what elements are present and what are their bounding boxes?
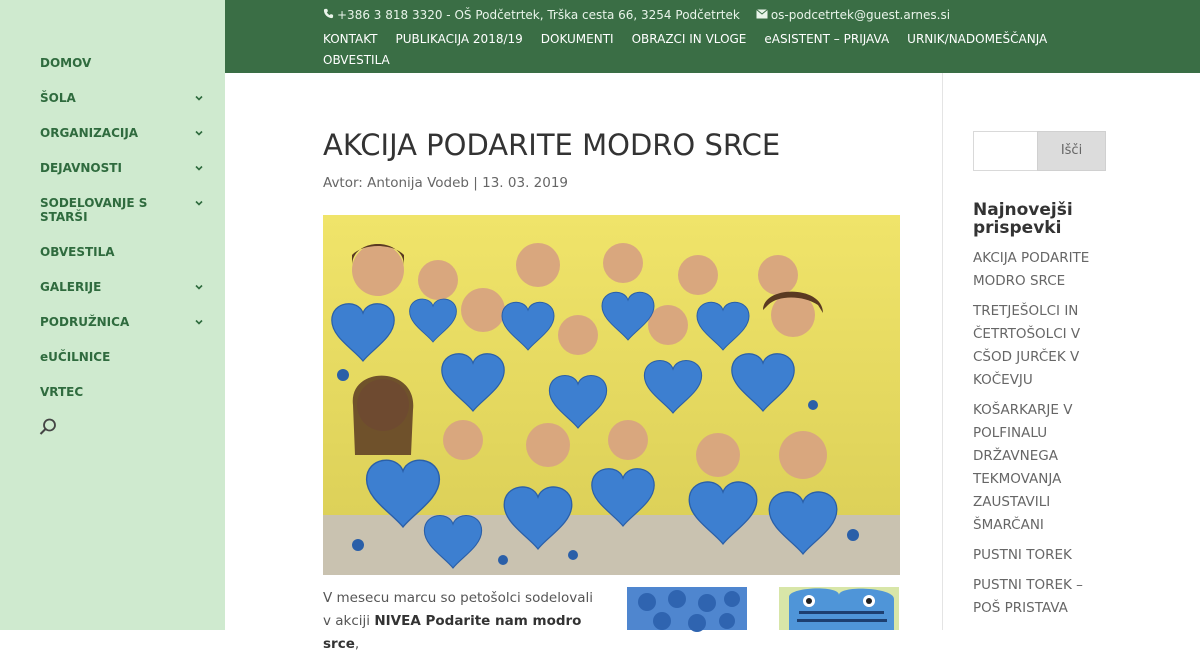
menu-item-podruznica[interactable]: [40, 313, 205, 331]
post-meta: Avtor: Antonija Vodeb | 13. 03. 2019: [323, 175, 569, 191]
contact-phone-text: +386 3 818 3320 - OŠ Podčetrtek, Trška cesta 66, 3254 Podčetrtek: [337, 8, 740, 22]
menu-item-galerije[interactable]: [40, 278, 205, 296]
menu-item-organizacija[interactable]: [40, 124, 205, 142]
nav-urnik[interactable]: URNIK/NADOMEŠČANJA: [907, 32, 1048, 46]
chevron-down-icon[interactable]: [193, 127, 205, 139]
menu-item-label: OBVESTILA: [40, 245, 115, 259]
menu-item-sola[interactable]: [40, 89, 205, 107]
recent-post-link[interactable]: PUSTNI TOREK: [973, 547, 1072, 563]
main-menu: [40, 54, 205, 418]
search-input[interactable]: [973, 131, 1037, 171]
recent-posts-heading: Najnovejši prispevki: [973, 200, 1073, 238]
nav-easistent[interactable]: eASISTENT – PRIJAVA: [764, 32, 890, 46]
menu-item-domov[interactable]: [40, 54, 205, 72]
chevron-down-icon[interactable]: [193, 162, 205, 174]
sidebar-search: [973, 131, 1106, 171]
chevron-down-icon[interactable]: [193, 92, 205, 104]
menu-item-label: eUČILNICE: [40, 350, 111, 364]
phone-icon: [323, 8, 334, 22]
envelope-icon: [756, 8, 768, 22]
chevron-down-icon[interactable]: [193, 197, 205, 209]
menu-item-label: DEJAVNOSTI: [40, 161, 122, 175]
recent-post-link[interactable]: KOŠARKARJE V POLFINALU DRŽAVNEGA TEKMOVANJA ZAUSTAVILI ŠMARČANI: [973, 402, 1073, 533]
contact-email-link[interactable]: os-podcetrtek@guest.arnes.si: [770, 8, 951, 22]
contact-info: [323, 8, 950, 22]
gallery-thumbnail[interactable]: [627, 587, 747, 630]
recent-posts-list: [973, 247, 1103, 627]
content-divider: [942, 73, 943, 630]
menu-item-label: GALERIJE: [40, 280, 102, 294]
menu-item-obvestila[interactable]: [40, 243, 205, 261]
nav-kontakt[interactable]: KONTAKT: [323, 32, 378, 46]
left-sidebar: [0, 0, 225, 630]
menu-item-label: ŠOLA: [40, 91, 76, 105]
nav-obvestila[interactable]: OBVESTILA: [323, 53, 390, 67]
post-body-text: V mesecu marcu so petošolci sodelovali v akciji NIVEA Podarite nam modro srce,: [323, 590, 593, 652]
menu-item-label: ORGANIZACIJA: [40, 126, 139, 140]
top-nav: [323, 29, 1073, 71]
menu-item-label: DOMOV: [40, 56, 92, 70]
recent-post-link[interactable]: TRETJEŠOLCI IN ČETRTOŠOLCI V CŠOD JURČEK V KOČEVJU: [973, 303, 1081, 388]
post-title: AKCIJA PODARITE MODRO SRCE: [323, 128, 781, 162]
menu-item-label: SODELOVANJE S STARŠI: [40, 196, 148, 224]
menu-item-vrtec[interactable]: [40, 383, 205, 401]
post-body-bold: NIVEA Podarite nam modro srce: [323, 613, 582, 652]
gallery-thumbnail[interactable]: [779, 587, 899, 630]
menu-item-eucilnice[interactable]: [40, 348, 205, 366]
recent-post-link[interactable]: AKCIJA PODARITE MODRO SRCE: [973, 250, 1090, 289]
nav-publikacija[interactable]: PUBLIKACIJA 2018/19: [395, 32, 523, 46]
search-button[interactable]: Išči: [1037, 131, 1106, 171]
search-icon[interactable]: [38, 417, 58, 437]
menu-item-label: PODRUŽNICA: [40, 315, 130, 329]
recent-post-link[interactable]: PUSTNI TOREK – POŠ PRISTAVA: [973, 577, 1083, 616]
top-header: [225, 0, 1200, 73]
nav-obrazci[interactable]: OBRAZCI IN VLOGE: [631, 32, 747, 46]
post-featured-image: [323, 215, 900, 575]
nav-dokumenti[interactable]: DOKUMENTI: [540, 32, 614, 46]
menu-item-sodelovanje[interactable]: [40, 194, 160, 226]
menu-item-dejavnosti[interactable]: [40, 159, 205, 177]
chevron-down-icon[interactable]: [193, 316, 205, 328]
chevron-down-icon[interactable]: [193, 281, 205, 293]
menu-item-label: VRTEC: [40, 385, 84, 399]
